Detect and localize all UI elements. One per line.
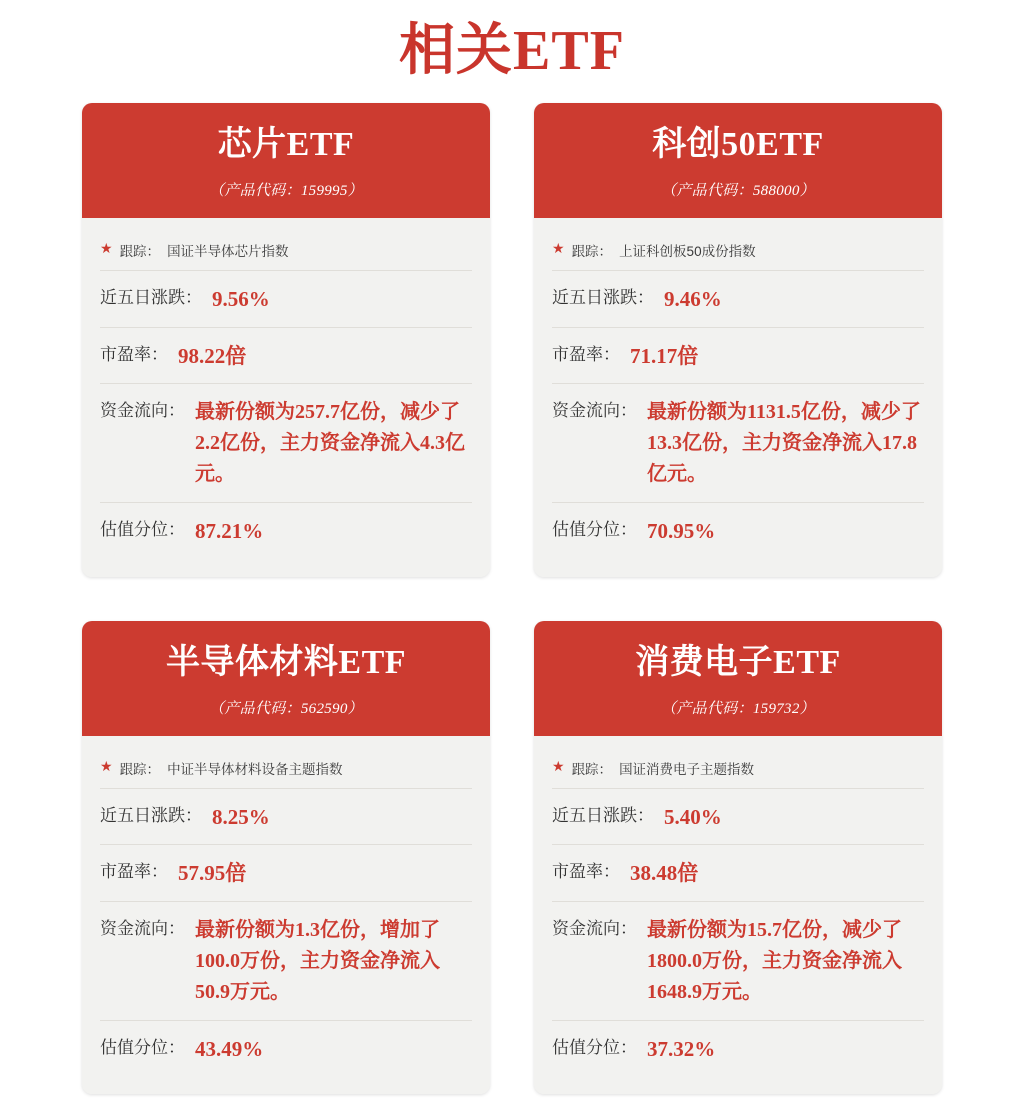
etf-valuation-label: 估值分位： [100,520,185,540]
etf-five-day-row [552,271,924,327]
etf-product-code: （产品代码：588000） [661,183,815,200]
etf-name: 半导体材料ETF [165,643,407,681]
etf-track-row [100,234,472,271]
etf-valuation-value: 37.32% [647,1036,716,1061]
etf-pe-label: 市盈率： [100,344,168,364]
etf-track-value: 上证科创板50成份指数 [619,244,756,260]
etf-flow-row [100,384,472,503]
etf-pe-row [552,845,924,901]
etf-flow-row [100,902,472,1021]
etf-flow-label: 资金流向： [100,918,185,938]
etf-card-body [82,218,490,576]
etf-card-header [534,621,942,736]
etf-card [82,621,490,1094]
etf-card-header [534,103,942,218]
etf-track-row [100,752,472,789]
etf-pe-value: 71.17倍 [630,343,699,368]
etf-pe-row [100,845,472,901]
etf-card-body [82,736,490,1094]
etf-card [534,621,942,1094]
etf-card-body [534,736,942,1094]
etf-flow-value: 最新份额为1131.5亿份，减少了13.3亿份，主力资金净流入17.8亿元。 [647,401,921,486]
etf-pe-value: 98.22倍 [178,343,247,368]
etf-product-code: （产品代码：159995） [209,183,363,200]
etf-track-label: 跟踪： [119,244,161,260]
etf-pe-label: 市盈率： [552,344,620,364]
etf-valuation-value: 87.21% [195,519,264,544]
etf-name: 科创50ETF [652,126,824,164]
etf-pe-row [552,328,924,384]
etf-five-day-value: 9.46% [664,287,722,312]
etf-card-grid [0,103,1024,1094]
etf-track-label: 跟踪： [571,244,613,260]
etf-pe-label: 市盈率： [100,862,168,882]
etf-flow-row [552,902,924,1021]
etf-valuation-value: 70.95% [647,519,716,544]
etf-flow-row [552,384,924,503]
etf-track-label: 跟踪： [119,761,161,777]
etf-track-value: 国证半导体芯片指数 [167,244,289,260]
etf-five-day-value: 9.56% [212,287,270,312]
page-title: 相关ETF [399,20,625,82]
etf-valuation-label: 估值分位： [552,520,637,540]
etf-pe-value: 57.95倍 [178,861,247,886]
etf-valuation-row [100,1021,472,1076]
etf-flow-value: 最新份额为1.3亿份，增加了100.0万份，主力资金净流入50.9万元。 [195,918,440,1003]
etf-track-row [552,752,924,789]
etf-card [82,103,490,576]
etf-track-value: 中证半导体材料设备主题指数 [167,761,343,777]
etf-pe-label: 市盈率： [552,862,620,882]
etf-product-code: （产品代码：159732） [661,700,815,717]
etf-valuation-row [100,503,472,558]
star-icon: ★ [552,242,565,258]
etf-valuation-value: 43.49% [195,1036,264,1061]
etf-card-body [534,218,942,576]
etf-five-day-row [100,271,472,327]
etf-valuation-row [552,503,924,558]
etf-name: 芯片ETF [217,126,355,164]
etf-track-row [552,234,924,271]
etf-flow-label: 资金流向： [552,401,637,421]
etf-five-day-label: 近五日涨跌： [552,288,654,308]
etf-card-header [82,621,490,736]
etf-name: 消费电子ETF [635,643,841,681]
etf-five-day-label: 近五日涨跌： [100,288,202,308]
etf-card-header [82,103,490,218]
etf-five-day-value: 8.25% [212,804,270,829]
etf-five-day-label: 近五日涨跌： [552,805,654,825]
etf-flow-value: 最新份额为257.7亿份，减少了2.2亿份，主力资金净流入4.3亿元。 [195,401,465,486]
star-icon: ★ [552,759,565,775]
etf-five-day-row [552,789,924,845]
etf-five-day-label: 近五日涨跌： [100,805,202,825]
etf-valuation-label: 估值分位： [100,1037,185,1057]
etf-flow-label: 资金流向： [100,401,185,421]
etf-five-day-row [100,789,472,845]
etf-valuation-row [552,1021,924,1076]
etf-flow-label: 资金流向： [552,918,637,938]
etf-card [534,103,942,576]
etf-track-label: 跟踪： [571,761,613,777]
etf-five-day-value: 5.40% [664,804,722,829]
star-icon: ★ [100,242,113,258]
star-icon: ★ [100,759,113,775]
etf-product-code: （产品代码：562590） [209,700,363,717]
etf-pe-value: 38.48倍 [630,861,699,886]
etf-track-value: 国证消费电子主题指数 [619,761,755,777]
etf-flow-value: 最新份额为15.7亿份，减少了1800.0万份，主力资金净流入1648.9万元。 [647,918,902,1003]
etf-pe-row [100,328,472,384]
etf-valuation-label: 估值分位： [552,1037,637,1057]
